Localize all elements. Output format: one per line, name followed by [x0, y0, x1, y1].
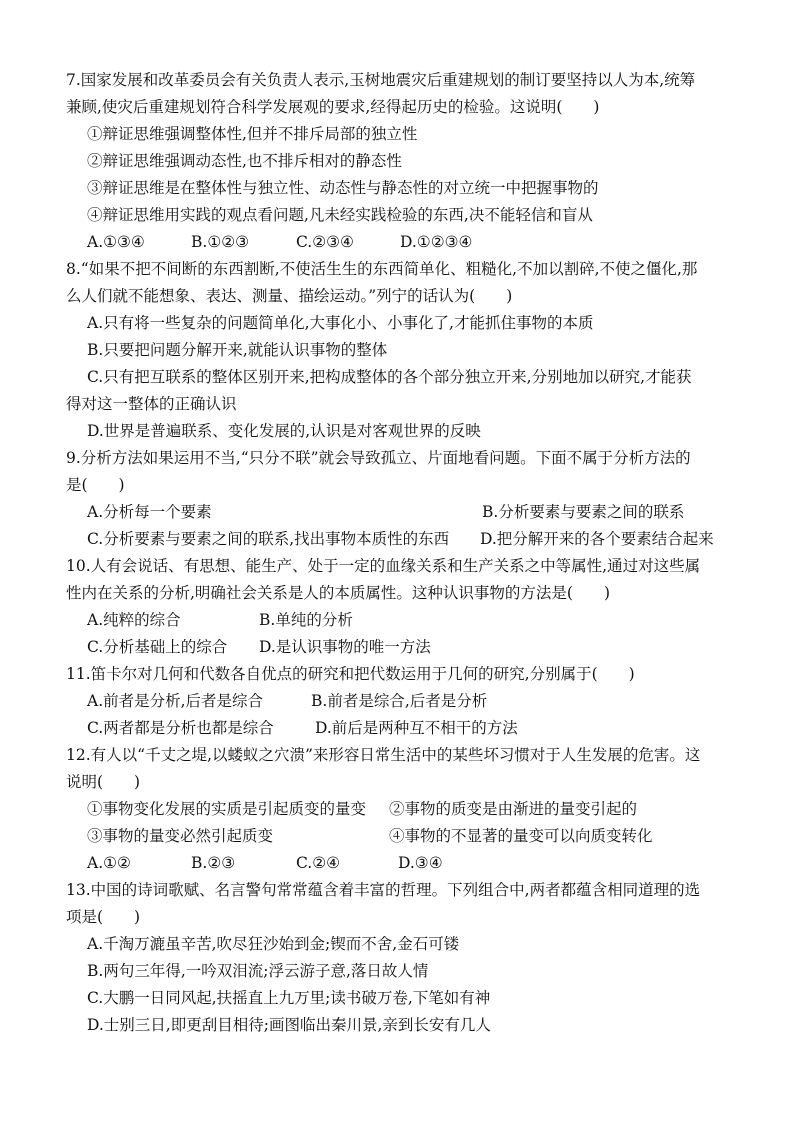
q13-option-b[interactable]: B.两句三年得,一吟双泪流;浮云游子意,落日故人情 — [87, 962, 429, 980]
q7-statement-1: ①辩证思维强调整体性,但并不排斥局部的独立性 — [87, 125, 418, 143]
q12-stem-line1: 12.有人以“千丈之堤,以蝼蚁之穴溃”来形容日常生活中的某些坏习惯对于人生发展的危害。这 — [66, 746, 701, 764]
q12-statement-3: ③事物的量变必然引起质变 — [87, 827, 274, 845]
q10-option-c[interactable]: C.分析基础上的综合 — [87, 638, 228, 656]
q13-option-a[interactable]: A.千淘万漉虽辛苦,吹尽狂沙始到金;锲而不舍,金石可镂 — [87, 935, 460, 953]
q11-option-b[interactable]: B.前者是综合,后者是分析 — [311, 692, 488, 710]
q8-option-c-line2[interactable]: 得对这一整体的正确认识 — [66, 395, 237, 413]
q12-option-a[interactable]: A.①② — [87, 854, 131, 872]
q10-stem-line1: 10.人有会说话、有思想、能生产、处于一定的血缘关系和生产关系之中等属性,通过对这些属 — [66, 557, 701, 575]
q11-option-a[interactable]: A.前者是分析,后者是综合 — [87, 692, 264, 710]
q9-stem-line1: 9.分析方法如果运用不当,“只分不联”就会导致孤立、片面地看问题。下面不属于分析方法的 — [66, 449, 691, 467]
q8-stem-line2: 么人们就不能想象、表达、测量、描绘运动。”列宁的话认为( ) — [66, 287, 513, 305]
q7-statement-4: ④辩证思维用实践的观点看问题,凡未经实践检验的东西,决不能轻信和盲从 — [87, 206, 593, 224]
q13-option-c[interactable]: C.大鹏一日同风起,扶摇直上九万里;读书破万卷,下笔如有神 — [87, 989, 491, 1007]
q9-option-c[interactable]: C.分析要素与要素之间的联系,找出事物本质性的东西 — [87, 530, 450, 548]
q8-option-b[interactable]: B.只要把问题分解开来,就能认识事物的整体 — [87, 341, 388, 359]
q10-option-b[interactable]: B.单纯的分析 — [259, 611, 353, 629]
q13-stem-line1: 13.中国的诗词歌赋、名言警句常常蕴含着丰富的哲理。下列组合中,两者都蕴含相同道理的选 — [66, 881, 701, 899]
q8-stem-line1: 8.“如果不把不间断的东西割断,不使活生生的东西简单化、粗糙化,不加以割碎,不使之僵化,那 — [66, 260, 698, 278]
q12-stem-line2: 说明( ) — [66, 773, 141, 791]
q13-stem-line2: 项是( ) — [66, 908, 141, 926]
q10-option-a[interactable]: A.纯粹的综合 — [87, 611, 181, 629]
q12-option-c[interactable]: C.②④ — [296, 854, 341, 872]
q12-option-d[interactable]: D.③④ — [398, 854, 443, 872]
q11-stem-line1: 11.笛卡尔对几何和代数各自优点的研究和把代数运用于几何的研究,分别属于( ) — [66, 665, 635, 683]
q10-option-d[interactable]: D.是认识事物的唯一方法 — [259, 638, 431, 656]
q7-option-d[interactable]: D.①②③④ — [400, 233, 473, 251]
q8-option-c-line1[interactable]: C.只有把互联系的整体区别开来,把构成整体的各个部分独立开来,分别地加以研究,才能获 — [87, 368, 692, 386]
q9-stem-line2: 是( ) — [66, 476, 125, 494]
q11-option-d[interactable]: D.前后是两种互不相干的方法 — [315, 719, 518, 737]
q11-option-c[interactable]: C.两者都是分析也都是综合 — [87, 719, 274, 737]
q9-option-b[interactable]: B.分析要素与要素之间的联系 — [482, 503, 685, 521]
q7-stem-line2: 兼顾,使灾后重建规划符合科学发展观的要求,经得起历史的检验。这说明( ) — [66, 98, 600, 116]
q12-statement-1: ①事物变化发展的实质是引起质变的量变 — [87, 800, 367, 818]
q7-option-a[interactable]: A.①③④ — [87, 233, 145, 251]
q7-option-c[interactable]: C.②③④ — [296, 233, 354, 251]
q7-statement-3: ③辩证思维是在整体性与独立性、动态性与静态性的对立统一中把握事物的 — [87, 179, 599, 197]
q13-option-d[interactable]: D.士别三日,即更刮目相待;画图临出秦川景,亲到长安有几人 — [87, 1016, 491, 1034]
q12-statement-2: ②事物的质变是由渐进的量变引起的 — [389, 800, 638, 818]
q7-statement-2: ②辩证思维强调动态性,也不排斥相对的静态性 — [87, 152, 402, 170]
q7-option-b[interactable]: B.①②③ — [191, 233, 250, 251]
q8-option-d[interactable]: D.世界是普遍联系、变化发展的,认识是对客观世界的反映 — [87, 422, 481, 440]
q7-stem-line1: 7.国家发展和改革委员会有关负责人表示,玉树地震灾后重建规划的制订要坚持以人为本,统筹 — [66, 71, 696, 89]
q9-option-d[interactable]: D.把分解开来的各个要素结合起来 — [480, 530, 714, 548]
q8-option-a[interactable]: A.只有将一些复杂的问题简单化,大事化小、小事化了,才能抓住事物的本质 — [87, 314, 594, 332]
q10-stem-line2: 性内在关系的分析,明确社会关系是人的本质属性。这种认识事物的方法是( ) — [66, 584, 611, 602]
q9-option-a[interactable]: A.分析每一个要素 — [87, 503, 212, 521]
q12-option-b[interactable]: B.②③ — [191, 854, 236, 872]
q12-statement-4: ④事物的不显著的量变可以向质变转化 — [389, 827, 653, 845]
